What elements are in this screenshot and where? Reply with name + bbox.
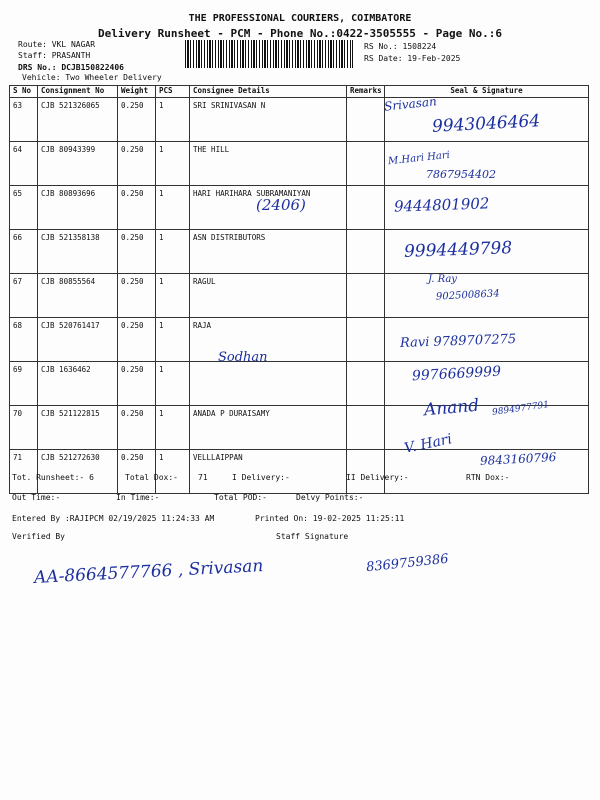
handwritten-signature: Anand [423,395,480,421]
table-row [10,142,589,186]
cell-sno: 65 [10,186,38,230]
handwritten-signature: V. Hari [402,431,454,457]
table-header-row [10,86,589,98]
cell-pcs: 1 [156,318,190,362]
total-dox-value: 71 [198,473,208,482]
cell-weight: 0.250 [118,406,156,450]
cell-consignment: CJB 520761417 [38,318,118,362]
cell-consignment: CJB 521358138 [38,230,118,274]
col-sno: S No [10,86,38,98]
cell-sno: 68 [10,318,38,362]
handwritten-verifier-note: AA-8664577766 , Srivasan [33,556,264,588]
col-weight: Weight [118,86,156,98]
i-delivery: I Delivery:- [232,473,290,482]
cell-weight: 0.250 [118,186,156,230]
cell-consignee: VELLLAIPPAN [190,450,347,494]
delvy-points: Delvy Points:- [296,493,364,502]
cell-remarks [347,230,385,274]
handwritten-note: (2406) [256,196,306,214]
handwritten-phone: 9976669999 [411,363,502,385]
cell-sno: 70 [10,406,38,450]
cell-sno: 63 [10,98,38,142]
drs-number: DRS No.: DCJB150822406 [18,63,124,72]
cell-consignee: RAGUL [190,274,347,318]
cell-remarks [347,142,385,186]
handwritten-phone: 7867954402 [426,168,496,181]
cell-pcs: 1 [156,98,190,142]
handwritten-signature: M.Hari Hari [387,149,451,168]
cell-pcs: 1 [156,450,190,494]
cell-pcs: 1 [156,186,190,230]
cell-weight: 0.250 [118,318,156,362]
printed-on: Printed On: 19-02-2025 11:25:11 [255,514,405,523]
cell-consignment: CJB 80855564 [38,274,118,318]
cell-consignment: CJB 521272630 [38,450,118,494]
vehicle-label: Vehicle: Two Wheeler Delivery [22,73,162,82]
cell-remarks [347,362,385,406]
cell-consignee: ASN DISTRIBUTORS [190,230,347,274]
cell-remarks [347,186,385,230]
handwritten-phone: Ravi 9789707275 [399,331,517,352]
table-row [10,274,589,318]
cell-weight: 0.250 [118,450,156,494]
cell-consignment: CJB 521326065 [38,98,118,142]
table-row [10,362,589,406]
total-dox-label: Total Dox:- [125,473,178,482]
cell-pcs: 1 [156,230,190,274]
cell-pcs: 1 [156,362,190,406]
cell-sno: 64 [10,142,38,186]
cell-remarks [347,318,385,362]
ii-delivery: II Delivery:- [346,473,409,482]
cell-weight: 0.250 [118,98,156,142]
cell-weight: 0.250 [118,274,156,318]
cell-consignment: CJB 80943399 [38,142,118,186]
tot-runsheet: Tot. Runsheet:- 6 [12,473,94,482]
in-time: In Time:- [116,493,160,502]
cell-pcs: 1 [156,142,190,186]
runsheet-subtitle: Delivery Runsheet - PCM - Phone No.:0422-3505555 - Page No.:6 [98,27,502,40]
barcode [185,40,353,68]
handwritten-phone: 9843160796 [479,450,557,468]
verified-by-label: Verified By [12,532,65,541]
cell-consignee: HARI HARIHARA SUBRAMANIYAN [190,186,347,230]
runsheet-table [9,85,589,494]
handwritten-signature: J. Ray [428,274,457,285]
col-consignment: Consignment No [38,86,118,98]
col-seal-signature: Seal & Signature [385,86,589,98]
col-consignee: Consignee Details [190,86,347,98]
cell-weight: 0.250 [118,142,156,186]
cell-consignment: CJB 80893696 [38,186,118,230]
cell-sno: 69 [10,362,38,406]
rs-number: RS No.: 1508224 [364,42,437,51]
cell-weight: 0.250 [118,230,156,274]
col-pcs: PCS [156,86,190,98]
cell-sno: 66 [10,230,38,274]
cell-sno: 71 [10,450,38,494]
cell-consignee: SRI SRINIVASAN N [190,98,347,142]
cell-consignment: CJB 521122815 [38,406,118,450]
handwritten-phone: 9943046464 [431,111,541,137]
handwritten-consignee: Sodhan [218,350,268,365]
rtn-dox: RTN Dox:- [466,473,510,482]
cell-consignee [190,362,347,406]
cell-sno: 67 [10,274,38,318]
handwritten-phone: 9444801902 [393,194,490,216]
cell-remarks [347,98,385,142]
staff-label: Staff: PRASANTH [18,51,91,60]
col-remarks: Remarks [347,86,385,98]
entered-by: Entered By :RAJIPCM 02/19/2025 11:24:33 AM [12,514,215,523]
handwritten-phone: 9025008634 [435,288,500,303]
out-time: Out Time:- [12,493,61,502]
cell-consignee: ANADA P DURAISAMY [190,406,347,450]
cell-pcs: 1 [156,274,190,318]
cell-consignee: RAJA [190,318,347,362]
company-title: THE PROFESSIONAL COURIERS, COIMBATORE [188,13,412,24]
cell-consignee: THE HILL [190,142,347,186]
cell-remarks [347,450,385,494]
staff-signature-label: Staff Signature [276,532,349,541]
cell-remarks [347,406,385,450]
cell-weight: 0.250 [118,362,156,406]
handwritten-signature: Srivasan [383,94,438,114]
handwritten-phone: 8369759386 [365,551,450,576]
cell-remarks [347,274,385,318]
total-pod: Total POD:- [214,493,267,502]
cell-consignment: CJB 1636462 [38,362,118,406]
cell-pcs: 1 [156,406,190,450]
handwritten-phone: 9894977791 [491,400,550,418]
handwritten-phone: 9994449798 [403,238,513,262]
rs-date: RS Date: 19-Feb-2025 [364,54,461,63]
route-label: Route: VKL NAGAR [18,40,96,49]
